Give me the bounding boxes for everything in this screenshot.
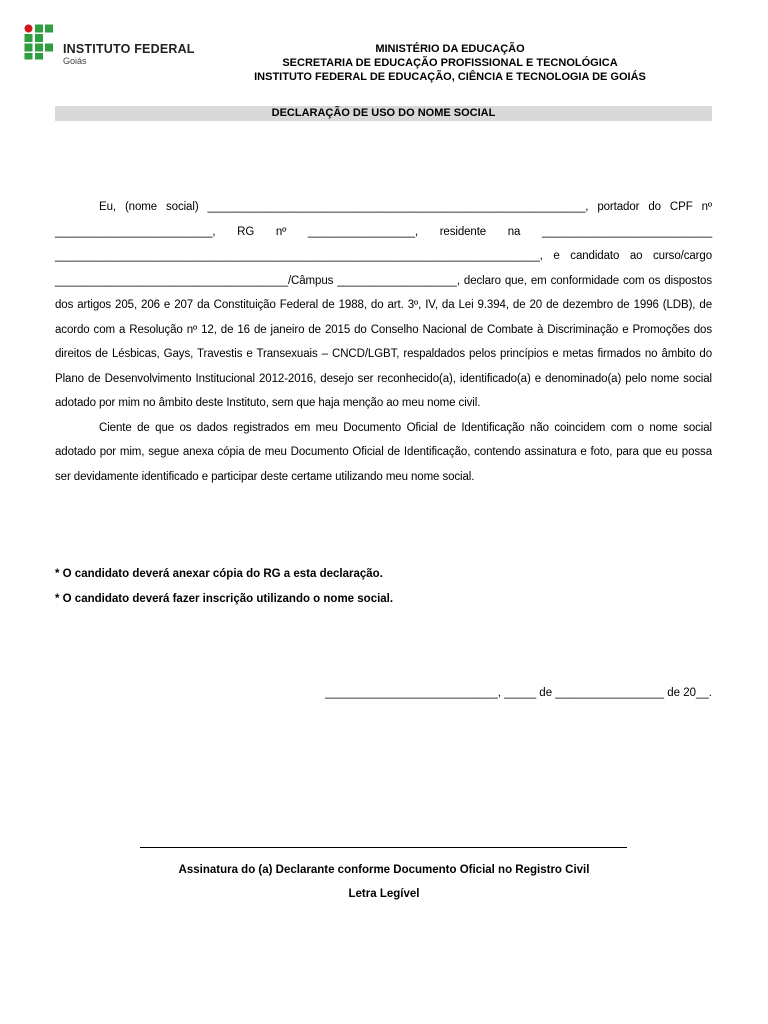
logo-name: INSTITUTO FEDERAL (63, 42, 195, 56)
header-line-ministry: MINISTÉRIO DA EDUCAÇÃO (375, 43, 525, 55)
header-line-institute: INSTITUTO FEDERAL DE EDUCAÇÃO, CIÊNCIA E TECNOLOGIA DE GOIÁS (254, 71, 646, 83)
logo-campus: Goiás (63, 56, 87, 66)
declaration-paragraph-2: Ciente de que os dados registrados em meu Documento Oficial de Identificação não coincidem com o nome social adotado por mim, segue anexa cópia de meu Documento Oficial de Identificação, contendo assinatura e foto, para que eu possa ser devidamente identificado e participar deste certame utilizando meu nome social. (55, 421, 712, 483)
declaration-paragraph-1: Eu, (nome social) ____________________________________________________________, portador do CPF nº _________________________, RG nº _________________, residente na ___________________________ _____________________________________________________________________________, e candidato ao curso/cargo _____________________________________/Câmpus ___________________, declaro que, em conformidade com os dispostos dos artigos 205, 206 e 207 da Constituição Federal de 1988, do art. 3º, IV, da Lei 9.394, de 20 de dezembro de 1996 (LDB), de acordo com a Resolução nº 12, de 16 de janeiro de 2015 do Conselho Nacional de Combate à Discriminação e Promoções dos direitos de Lésbicas, Gays, Travestis e Transexuais – CNCD/LGBT, respaldados pelos princípios e metas firmados no âmbito do Plano de Desenvolvimento Institucional 2012-2016, desejo ser reconhecido(a), identificado(a) e denominado(a) pelo nome social adotado por mim no âmbito deste Instituto, sem que haja menção ao meu nome civil. (55, 201, 712, 409)
place-date-line: ___________________________, _____ de _________________ de 20__. (325, 687, 712, 699)
header-line-secretariat: SECRETARIA DE EDUCAÇÃO PROFISSIONAL E TECNOLÓGICA (282, 57, 618, 69)
institution-logo (24, 24, 204, 68)
title-band (55, 106, 712, 121)
note-rg-copy: * O candidato deverá anexar cópia do RG a esta declaração. (55, 568, 383, 580)
declaration-body (55, 195, 712, 489)
signature-caption: Assinatura do (a) Declarante conforme Documento Oficial no Registro Civil (178, 864, 590, 876)
signature-caption-block (100, 858, 668, 906)
notes (55, 562, 712, 612)
if-logo-icon (24, 24, 58, 60)
note-registration: * O candidato deverá fazer inscrição utilizando o nome social. (55, 593, 394, 605)
signature-subcaption: Letra Legível (348, 888, 420, 900)
header-lines (200, 42, 700, 84)
document-title: DECLARAÇÃO DE USO DO NOME SOCIAL (271, 107, 496, 119)
signature-line (140, 847, 627, 848)
